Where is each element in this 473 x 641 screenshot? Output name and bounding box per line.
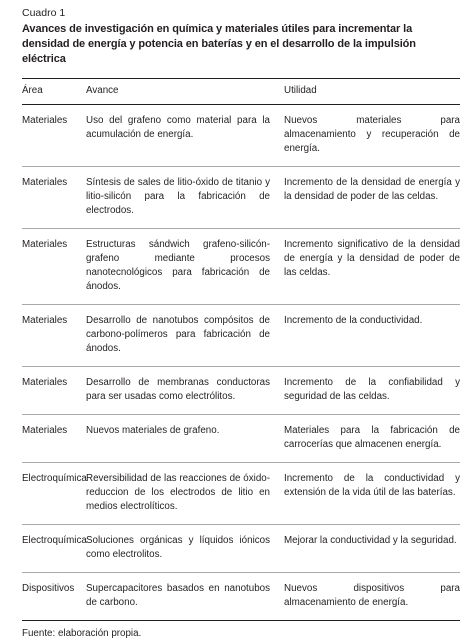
cell-avance: Reversibilidad de las reacciones de óxido-reduccion de los electrodos de litio en medios electrolíticos. xyxy=(82,463,280,525)
cell-utilidad: Incremento de la confiabilidad y seguridad de las celdas. xyxy=(280,367,460,415)
table-row xyxy=(22,463,460,525)
cell-utilidad: Nuevos materiales para almacenamiento y recuperación de energía. xyxy=(280,105,460,167)
cell-avance: Uso del grafeno como material para la acumulación de energía. xyxy=(82,105,280,167)
cell-area: Materiales xyxy=(22,229,82,305)
cell-area: Electroquímica xyxy=(22,463,82,525)
cell-utilidad: Incremento significativo de la densidad de energía y la densidad de poder de las celdas. xyxy=(280,229,460,305)
table-row xyxy=(22,415,460,463)
table-row xyxy=(22,367,460,415)
table-row xyxy=(22,229,460,305)
cell-avance: Soluciones orgánicas y líquidos iónicos como electrolitos. xyxy=(82,525,280,573)
header-area: Área xyxy=(22,79,82,105)
research-table xyxy=(22,78,460,621)
header-avance: Avance xyxy=(82,79,280,105)
cell-avance: Desarrollo de nanotubos compósitos de carbono-polímeros para fabricación de ánodos. xyxy=(82,305,280,367)
cell-area: Materiales xyxy=(22,367,82,415)
header-utilidad: Utilidad xyxy=(280,79,460,105)
cell-avance: Desarrollo de membranas conductoras para ser usadas como electrólitos. xyxy=(82,367,280,415)
table-header-row xyxy=(22,79,460,105)
table-row xyxy=(22,305,460,367)
cell-area: Materiales xyxy=(22,415,82,463)
cell-utilidad: Mejorar la conductividad y la seguridad. xyxy=(280,525,460,573)
cell-area: Materiales xyxy=(22,105,82,167)
table-row xyxy=(22,105,460,167)
cell-area: Electroquímica xyxy=(22,525,82,573)
document-page xyxy=(22,6,460,641)
cell-avance: Estructuras sándwich grafeno-silicón-grafeno mediante procesos nanotecnológicos para fabricación de ánodos. xyxy=(82,229,280,305)
cell-utilidad: Incremento de la conductividad y extensión de la vida útil de las baterías. xyxy=(280,463,460,525)
table-caption: Cuadro 1 xyxy=(22,7,66,19)
cell-utilidad: Nuevos dispositivos para almacenamiento de energía. xyxy=(280,573,460,621)
table-title: Avances de investigación en química y materiales útiles para incrementar la densidad de energía y potencia en baterías y en el desarrollo de la impulsión eléctrica xyxy=(22,23,416,65)
cell-utilidad: Incremento de la densidad de energía y la densidad de poder de las celdas. xyxy=(280,167,460,229)
cell-area: Dispositivos xyxy=(22,573,82,621)
cell-utilidad: Incremento de la conductividad. xyxy=(280,305,460,367)
cell-area: Materiales xyxy=(22,305,82,367)
cell-avance: Supercapacitores basados en nanotubos de carbono. xyxy=(82,573,280,621)
table-source: Fuente: elaboración propia. xyxy=(22,628,142,639)
table-row xyxy=(22,573,460,621)
table-row xyxy=(22,525,460,573)
cell-avance: Nuevos materiales de grafeno. xyxy=(82,415,280,463)
cell-area: Materiales xyxy=(22,167,82,229)
cell-utilidad: Materiales para la fabricación de carrocerías que almacenen energía. xyxy=(280,415,460,463)
cell-avance: Síntesis de sales de litio-óxido de titanio y litio-silicón para la fabricación de electrodos. xyxy=(82,167,280,229)
table-row xyxy=(22,167,460,229)
